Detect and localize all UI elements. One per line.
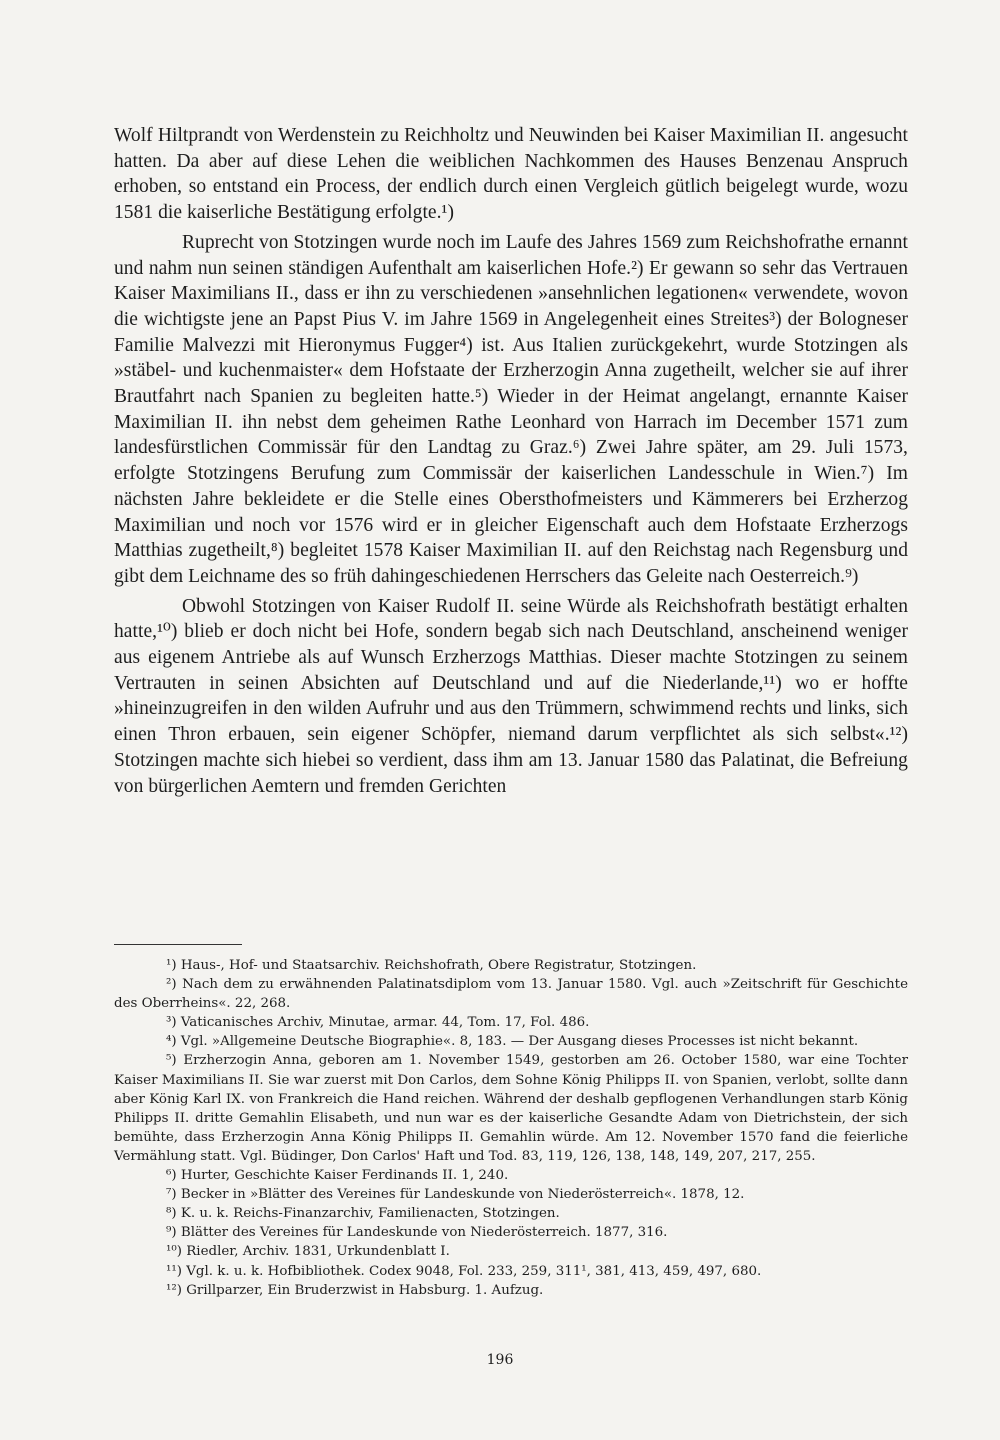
footnote-9: ⁹) Blätter des Vereines für Landeskunde von Niederösterreich. 1877, 316.: [166, 1225, 668, 1241]
page-number: 196: [486, 1352, 514, 1368]
paragraph-2: Ruprecht von Stotzingen wurde noch im Laufe des Jahres 1569 zum Reichshofrathe ernannt und nahm nun seinen ständigen Aufenthalt am kaiserlichen Hofe.²) Er gewann so sehr das Vertrauen Kaiser Maximilians II., dass er ihn zu verschiedenen »ansehnlichen legationen« verwendete, wovon die wichtigste jene an Papst Pius V. im Jahre 1569 in Angelegenheit eines Streites³) der Bologneser Familie Malvezzi mit Hieronymus Fugger⁴) ist. Aus Italien zurückgekehrt, wurde Stotzingen als »stäbel- und kuchenmaister« dem Hofstaate der Erzherzogin Anna zugetheilt, welcher sie auf ihrer Brautfahrt nach Spanien zu begleiten hatte.⁵) Wieder in der Heimat angelangt, ernannte Kaiser Maximilian II. ihn nebst dem geheimen Rathe Leonhard von Harrach im December 1571 zum landesfürstlichen Commissär für den Landtag zu Graz.⁶) Zwei Jahre später, am 29. Juli 1573, erfolgte Stotzingens Berufung zum Commissär der kaiserlichen Landesschule in Wien.⁷) Im nächsten Jahre bekleidete er die Stelle eines Obersthofmeisters und Kämmerers bei Erzherzog Maximilian und noch vor 1576 wird er in gleicher Eigenschaft auch dem Hofstaate Erzherzogs Matthias zugetheilt,⁸) begleitet 1578 Kaiser Maximilian II. auf den Reichstag nach Regensburg und gibt dem Leichname des so früh dahingeschiedenen Herrschers das Geleite nach Oesterreich.⁹): [114, 231, 908, 587]
footnote-6: ⁶) Hurter, Geschichte Kaiser Ferdinands II. 1, 240.: [166, 1168, 509, 1184]
footnote-11: ¹¹) Vgl. k. u. k. Hofbibliothek. Codex 9048, Fol. 233, 259, 311¹, 381, 413, 459, 497, 680.: [166, 1263, 762, 1279]
paragraph-3: Obwohl Stotzingen von Kaiser Rudolf II. seine Würde als Reichshofrath bestätigt erhalten hatte,¹⁰) blieb er doch nicht bei Hofe, sondern begab sich nach Deutschland, anscheinend weniger aus eigenem Antriebe als auf Wunsch Erzherzogs Matthias. Dieser machte Stotzingen zu seinem Vertrauten in seinen Absichten auf Deutschland und auf die Niederlande,¹¹) wo er hoffte »hineinzugreifen in den wilden Aufruhr und aus den Trümmern, schwimmend rechts und links, sich einen Thron erbauen, sein eigener Schöpfer, niemand darum verpflichtet als sich selbst«.¹²) Stotzingen machte sich hiebei so verdient, dass ihm am 13. Januar 1580 das Palatinat, die Befreiung von bürgerlichen Aemtern und fremden Gerichten: [114, 595, 908, 797]
footnote-5: ⁵) Erzherzogin Anna, geboren am 1. November 1549, gestorben am 26. October 1580, war eine Tochter Kaiser Maximilians II. Sie war zuerst mit Don Carlos, dem Sohne König Philipps II. von Spanien, verlobt, sollte dann aber König Karl IX. von Frankreich die Hand reichen. Während der deshalb gepflogenen Verhandlungen starb König Philipps II. dritte Gemahlin Elisabeth, und nun war es der kaiserliche Gesandte Adam von Dietrichstein, der sich bemühte, dass Erzherzogin Anna König Philipps II. Gemahlin würde. Am 12. November 1570 fand die feierliche Vermählung statt. Vgl. Büdinger, Don Carlos' Haft und Tod. 83, 119, 126, 138, 148, 149, 207, 217, 255.: [114, 1053, 908, 1164]
body-text: [114, 123, 908, 803]
footnote-4: ⁴) Vgl. »Allgemeine Deutsche Biographie«. 8, 183. — Der Ausgang dieses Processes ist nicht bekannt.: [166, 1034, 859, 1050]
footnote-1: ¹) Haus-, Hof- und Staatsarchiv. Reichshofrath, Obere Registratur, Stotzingen.: [166, 958, 697, 973]
footnote-10: ¹⁰) Riedler, Archiv. 1831, Urkundenblatt I.: [166, 1244, 450, 1260]
paragraph-1: Wolf Hiltprandt von Werdenstein zu Reichholtz und Neuwinden bei Kaiser Maximilian II. angesucht hatten. Da aber auf diese Lehen die weiblichen Nachkommen des Hauses Benzenau Anspruch erhoben, so entstand ein Process, der endlich durch einen Vergleich gütlich beigelegt wurde, wozu 1581 die kaiserliche Bestätigung erfolgte.¹): [114, 125, 908, 224]
footnotes: [114, 956, 908, 1300]
footnote-3: ³) Vaticanisches Archiv, Minutae, armar. 44, Tom. 17, Fol. 486.: [166, 1015, 590, 1031]
footnote-8: ⁸) K. u. k. Reichs-Finanzarchiv, Familienacten, Stotzingen.: [166, 1206, 560, 1222]
footnote-2: ²) Nach dem zu erwähnenden Palatinatsdiplom vom 13. Januar 1580. Vgl. auch »Zeitschrift für Geschichte des Oberrheins«. 22, 268.: [114, 977, 908, 1012]
footnote-divider: [114, 944, 242, 945]
footnote-12: ¹²) Grillparzer, Ein Bruderzwist in Habsburg. 1. Aufzug.: [166, 1282, 544, 1298]
footnote-7: ⁷) Becker in »Blätter des Vereines für Landeskunde von Niederösterreich«. 1878, 12.: [166, 1187, 745, 1203]
